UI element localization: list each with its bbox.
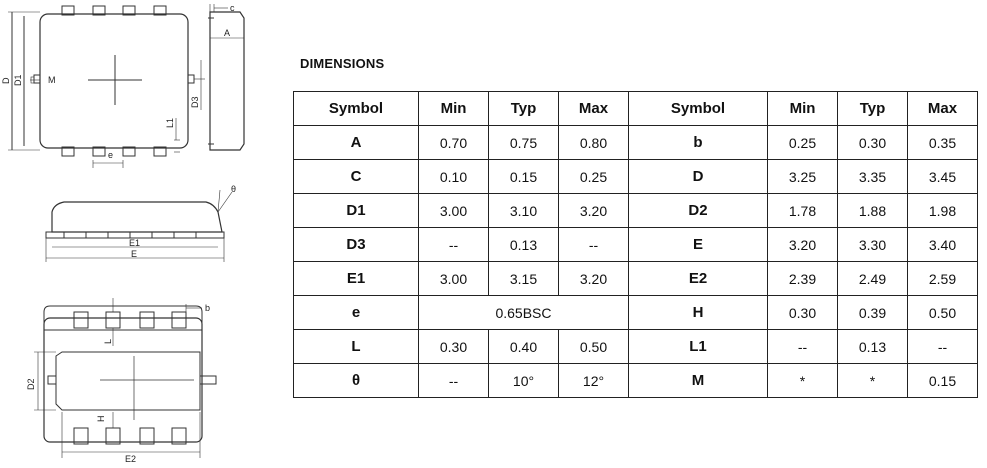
cell-max: --: [559, 228, 629, 262]
label-d: D: [1, 77, 11, 84]
dimensions-table: [293, 91, 978, 398]
cell-typ-2: 0.30: [838, 126, 908, 160]
cell-typ-2: 3.35: [838, 160, 908, 194]
cell-max: 12°: [559, 364, 629, 398]
cell-symbol-2: D: [629, 160, 768, 194]
cell-typ: 0.40: [489, 330, 559, 364]
cell-typ-2: 0.39: [838, 296, 908, 330]
cell-max-2: --: [908, 330, 978, 364]
cell-min-2: --: [768, 330, 838, 364]
cell-max: 0.80: [559, 126, 629, 160]
cell-max: 3.20: [559, 194, 629, 228]
cell-min-2: 3.25: [768, 160, 838, 194]
cell-min: 0.70: [419, 126, 489, 160]
package-drawings: [0, 0, 260, 468]
label-b: b: [205, 303, 211, 313]
label-d2: D2: [26, 378, 36, 390]
label-d3: D3: [190, 96, 200, 108]
table-row: [294, 228, 978, 262]
cell-symbol: θ: [294, 364, 419, 398]
cell-min-2: 0.25: [768, 126, 838, 160]
cell-max-2: 1.98: [908, 194, 978, 228]
cell-max-2: 2.59: [908, 262, 978, 296]
dimensions-title: DIMENSIONS: [300, 56, 385, 71]
cell-typ-2: 3.30: [838, 228, 908, 262]
cell-symbol: C: [294, 160, 419, 194]
cell-typ: 10°: [489, 364, 559, 398]
table-row: [294, 262, 978, 296]
label-l: L: [103, 338, 113, 344]
cell-min-2: *: [768, 364, 838, 398]
cell-min-2: 0.30: [768, 296, 838, 330]
header-max: Max: [559, 92, 629, 126]
table-header-row: [294, 92, 978, 126]
cell-symbol-2: H: [629, 296, 768, 330]
cell-max-2: 0.50: [908, 296, 978, 330]
cell-typ: 0.75: [489, 126, 559, 160]
cell-merged-value: 0.65BSC: [419, 296, 629, 330]
top-view: [8, 6, 205, 168]
cell-max-2: 0.15: [908, 364, 978, 398]
cell-min: --: [419, 364, 489, 398]
cell-symbol-2: E2: [629, 262, 768, 296]
label-d1: D1: [13, 74, 23, 86]
cell-max-2: 0.35: [908, 126, 978, 160]
cell-typ-2: 0.13: [838, 330, 908, 364]
cell-symbol-2: E: [629, 228, 768, 262]
cell-min: 3.00: [419, 194, 489, 228]
label-m: M: [48, 75, 56, 85]
cell-typ: 0.13: [489, 228, 559, 262]
header-typ: Typ: [489, 92, 559, 126]
cell-typ: 3.10: [489, 194, 559, 228]
label-l1: L1: [165, 117, 175, 128]
front-view: [46, 190, 232, 262]
table-row: [294, 330, 978, 364]
cell-min-2: 3.20: [768, 228, 838, 262]
header-max-2: Max: [908, 92, 978, 126]
label-e: E: [131, 249, 138, 259]
cell-symbol: D3: [294, 228, 419, 262]
table-row: [294, 194, 978, 228]
label-theta: θ: [231, 184, 237, 194]
cell-symbol: D1: [294, 194, 419, 228]
cell-min-2: 2.39: [768, 262, 838, 296]
cell-typ: 0.15: [489, 160, 559, 194]
side-view-right: [208, 4, 244, 150]
cell-min: --: [419, 228, 489, 262]
header-min: Min: [419, 92, 489, 126]
cell-min: 0.10: [419, 160, 489, 194]
cell-max-2: 3.40: [908, 228, 978, 262]
cell-typ-2: 2.49: [838, 262, 908, 296]
label-c: c: [230, 3, 235, 13]
header-symbol-2: Symbol: [629, 92, 768, 126]
cell-symbol: A: [294, 126, 419, 160]
cell-symbol: E1: [294, 262, 419, 296]
bottom-view: [34, 298, 216, 458]
table-row: [294, 160, 978, 194]
label-e-pitch: e: [108, 150, 114, 160]
cell-min: 3.00: [419, 262, 489, 296]
cell-symbol-2: M: [629, 364, 768, 398]
header-symbol: Symbol: [294, 92, 419, 126]
header-min-2: Min: [768, 92, 838, 126]
label-a: A: [224, 28, 231, 38]
cell-max: 0.50: [559, 330, 629, 364]
cell-min: 0.30: [419, 330, 489, 364]
cell-max: 0.25: [559, 160, 629, 194]
cell-symbol: e: [294, 296, 419, 330]
cell-typ: 3.15: [489, 262, 559, 296]
cell-symbol: L: [294, 330, 419, 364]
cell-min-2: 1.78: [768, 194, 838, 228]
table-row: [294, 364, 978, 398]
cell-max: 3.20: [559, 262, 629, 296]
label-e1: E1: [129, 238, 141, 248]
label-h: H: [96, 415, 106, 422]
cell-symbol-2: L1: [629, 330, 768, 364]
header-typ-2: Typ: [838, 92, 908, 126]
cell-symbol-2: D2: [629, 194, 768, 228]
label-e2: E2: [125, 454, 137, 464]
cell-typ-2: *: [838, 364, 908, 398]
cell-max-2: 3.45: [908, 160, 978, 194]
cell-typ-2: 1.88: [838, 194, 908, 228]
table-row: [294, 296, 978, 330]
table-row: [294, 126, 978, 160]
cell-symbol-2: b: [629, 126, 768, 160]
